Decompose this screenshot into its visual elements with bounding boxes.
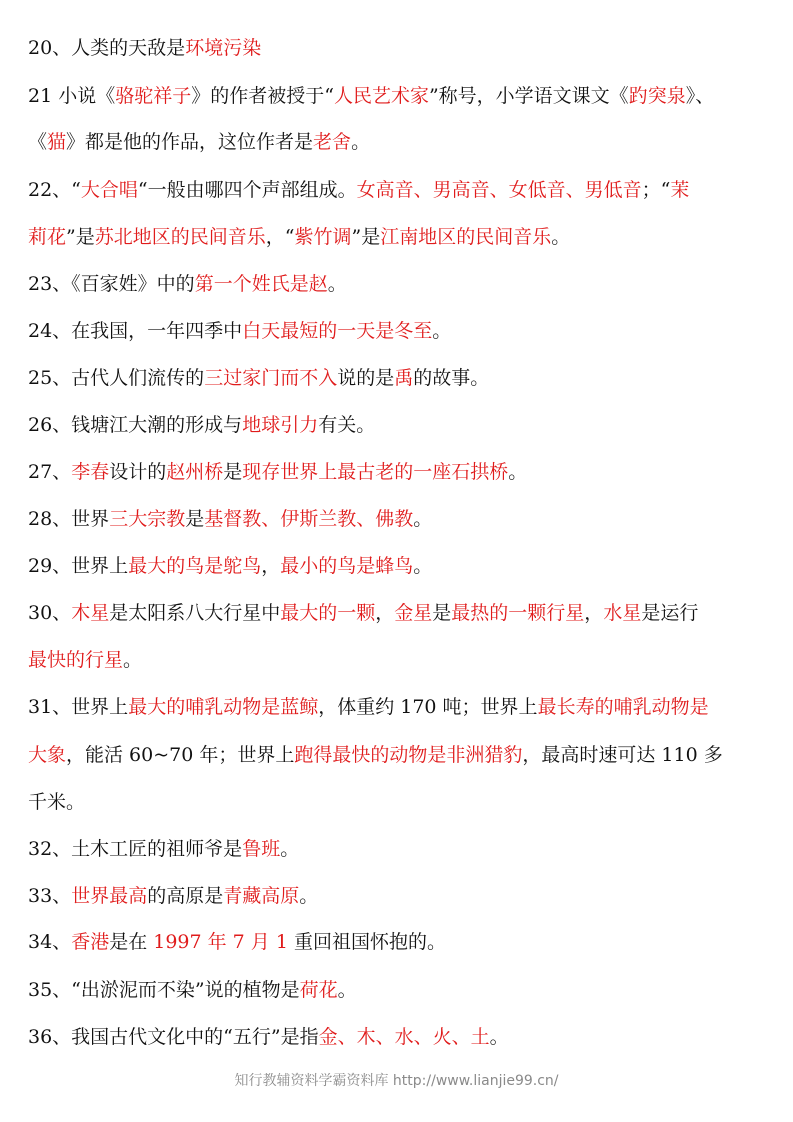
text-line: [28, 743, 768, 767]
plain-text: 》、: [685, 85, 715, 107]
highlighted-answer: 禹: [394, 367, 414, 389]
highlighted-answer: 基督教、伊斯兰教、佛教: [204, 508, 414, 530]
plain-text: 24、在我国，一年四季中: [28, 320, 243, 342]
highlighted-answer: 1997 年 7 月 1: [153, 931, 288, 953]
plain-text: 。: [351, 131, 371, 153]
highlighted-answer: 最大的一颗: [280, 602, 376, 624]
plain-text: ，能活 60~70 年；世界上: [66, 744, 295, 766]
plain-text: ，“: [265, 226, 295, 248]
highlighted-answer: 最大的哺乳动物是蓝鲸: [128, 696, 319, 718]
highlighted-answer: 人民艺术家: [333, 85, 429, 107]
highlighted-answer: 茉: [670, 179, 690, 201]
highlighted-answer: 金、木、水、火、土: [318, 1026, 490, 1048]
highlighted-answer: 江南地区的民间音乐: [380, 226, 552, 248]
text-line: [28, 225, 768, 249]
footer-watermark: 知行教辅资料学霸资料库 http://www.lianjie99.cn/: [234, 1073, 559, 1089]
plain-text: 30、: [28, 602, 72, 624]
plain-text: 29、世界上: [28, 555, 129, 577]
plain-text: 26、钱塘江大潮的形成与: [28, 414, 243, 436]
plain-text: 21 小说《: [28, 85, 116, 107]
highlighted-answer: 猫: [47, 131, 67, 153]
plain-text: 。: [280, 838, 300, 860]
highlighted-answer: 李春: [71, 461, 110, 483]
highlighted-answer: 紫竹调: [294, 226, 352, 248]
highlighted-answer: 趵突泉: [628, 85, 686, 107]
highlighted-answer: 大合唱: [80, 179, 138, 201]
plain-text: 是: [185, 508, 205, 530]
text-line: [28, 978, 768, 1002]
highlighted-answer: 苏北地区的民间音乐: [94, 226, 266, 248]
highlighted-answer: 女高音、男高音、女低音、男低音: [356, 179, 642, 201]
highlighted-answer: 最大的鸟是鸵鸟: [128, 555, 262, 577]
plain-text: 。: [123, 649, 143, 671]
plain-text: 22、“: [28, 179, 81, 201]
text-line: [28, 695, 768, 719]
highlighted-answer: 最快的行星: [28, 649, 124, 671]
highlighted-answer: 骆驼祥子: [115, 85, 192, 107]
plain-text: 。: [432, 320, 452, 342]
text-line: [28, 601, 768, 625]
plain-text: 。: [489, 1026, 509, 1048]
text-line: [28, 930, 768, 954]
text-line: [28, 36, 768, 60]
plain-text: ”是: [351, 226, 381, 248]
highlighted-answer: 香港: [71, 931, 110, 953]
highlighted-answer: 大象: [28, 744, 67, 766]
highlighted-answer: 荷花: [299, 979, 338, 1001]
highlighted-answer: 跑得最快的动物是非洲猎豹: [294, 744, 523, 766]
plain-text: 31、世界上: [28, 696, 129, 718]
highlighted-answer: 现存世界上最古老的一座石拱桥: [242, 461, 509, 483]
plain-text: 的高原是: [147, 885, 224, 907]
plain-text: 23、《百家姓》中的: [28, 273, 195, 295]
highlighted-answer: 赵州桥: [166, 461, 224, 483]
plain-text: 。: [508, 461, 528, 483]
text-line: [28, 884, 768, 908]
text-line: [28, 1025, 768, 1049]
highlighted-answer: 最长寿的哺乳动物是: [537, 696, 709, 718]
plain-text: ”称号，小学语文课文《: [428, 85, 629, 107]
highlighted-answer: 青藏高原: [223, 885, 300, 907]
highlighted-answer: 白天最短的一天是冬至: [242, 320, 433, 342]
plain-text: 33、: [28, 885, 72, 907]
plain-text: 说的是: [337, 367, 395, 389]
text-line: [28, 790, 768, 814]
plain-text: 。: [327, 273, 347, 295]
highlighted-answer: 地球引力: [242, 414, 319, 436]
highlighted-answer: 鲁班: [242, 838, 281, 860]
plain-text: 重回祖国怀抱的。: [287, 931, 446, 953]
plain-text: ”是: [66, 226, 95, 248]
text-line: [28, 319, 768, 343]
plain-text: ，: [375, 602, 395, 624]
text-line: [28, 366, 768, 390]
plain-text: ，: [584, 602, 604, 624]
plain-text: 20、人类的天敌是: [28, 37, 186, 59]
highlighted-answer: 第一个姓氏是赵: [194, 273, 328, 295]
highlighted-answer: 三大宗教: [109, 508, 186, 530]
plain-text: 千米。: [28, 791, 86, 813]
text-line: [28, 460, 768, 484]
plain-text: 35、“出淤泥而不染”说的植物是: [28, 979, 300, 1001]
plain-text: 34、: [28, 931, 72, 953]
highlighted-answer: 三过家门而不入: [204, 367, 338, 389]
highlighted-answer: 世界最高: [71, 885, 148, 907]
plain-text: 25、古代人们流传的: [28, 367, 205, 389]
plain-text: 36、我国古代文化中的“五行”是指: [28, 1026, 319, 1048]
plain-text: 是: [223, 461, 243, 483]
text-line: [28, 178, 768, 202]
plain-text: 的故事。: [413, 367, 490, 389]
highlighted-answer: 环境污染: [185, 37, 262, 59]
text-line: [28, 837, 768, 861]
plain-text: 。: [337, 979, 357, 1001]
highlighted-answer: 木星: [71, 602, 110, 624]
plain-text: ，体重约 170 吨；世界上: [318, 696, 538, 718]
plain-text: 32、土木工匠的祖师爷是: [28, 838, 243, 860]
highlighted-answer: 莉花: [28, 226, 67, 248]
plain-text: 设计的: [109, 461, 167, 483]
plain-text: 是: [432, 602, 452, 624]
plain-text: ，最高时速可达 110 多: [522, 744, 723, 766]
plain-text: 是在: [109, 931, 154, 953]
highlighted-answer: 最热的一颗行星: [451, 602, 585, 624]
text-line: [28, 413, 768, 437]
highlighted-answer: 水星: [603, 602, 642, 624]
plain-text: 。: [413, 555, 433, 577]
plain-text: 28、世界: [28, 508, 110, 530]
plain-text: 有关。: [318, 414, 376, 436]
highlighted-answer: 最小的鸟是蜂鸟: [280, 555, 414, 577]
text-line: [28, 130, 768, 154]
plain-text: 》都是他的作品，这位作者是: [66, 131, 314, 153]
plain-text: 《: [28, 131, 48, 153]
text-line: [28, 648, 768, 672]
plain-text: “一般由哪四个声部组成。: [137, 179, 357, 201]
text-line: [28, 554, 768, 578]
plain-text: ，: [261, 555, 281, 577]
plain-text: 是太阳系八大行星中: [109, 602, 281, 624]
plain-text: 》的作者被授于“: [191, 85, 334, 107]
plain-text: ；“: [641, 179, 671, 201]
highlighted-answer: 金星: [394, 602, 433, 624]
text-line: [28, 272, 768, 296]
plain-text: 27、: [28, 461, 72, 483]
text-line: [28, 84, 768, 108]
highlighted-answer: 老舍: [313, 131, 352, 153]
plain-text: 。: [299, 885, 319, 907]
plain-text: 是运行: [641, 602, 699, 624]
plain-text: 。: [413, 508, 433, 530]
text-line: [28, 507, 768, 531]
plain-text: 。: [551, 226, 571, 248]
